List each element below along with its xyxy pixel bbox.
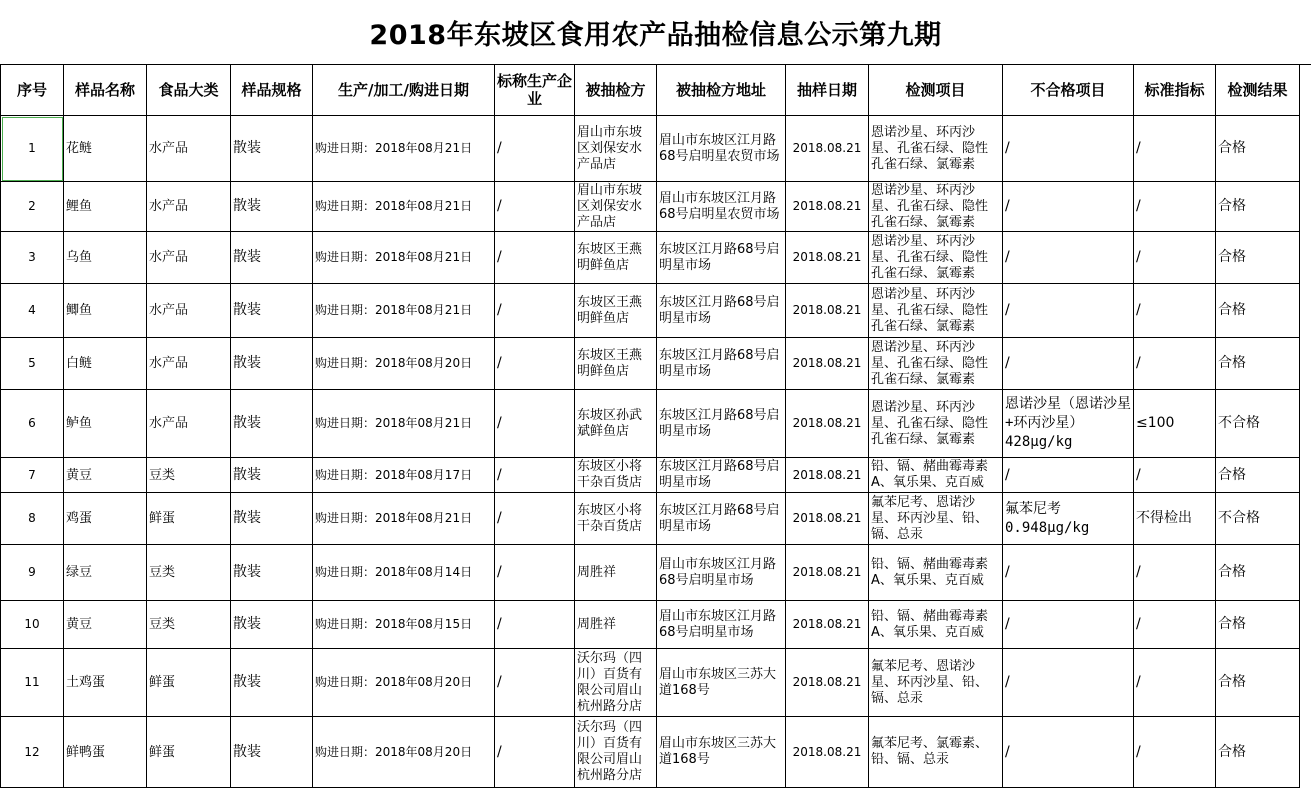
title-cell[interactable] xyxy=(0,0,1311,65)
purchase-date-cell[interactable]: 购进日期：2018年08月15日 xyxy=(313,601,495,649)
row-number-cell[interactable]: 7 xyxy=(1,458,64,493)
row-number-cell[interactable]: 11 xyxy=(1,649,64,717)
address-cell[interactable]: 眉山市东坡区江月路68号启明星农贸市场 xyxy=(657,182,786,232)
header-cell[interactable]: 食品大类 xyxy=(147,65,231,116)
sample-date-cell[interactable]: 2018.08.21 xyxy=(786,545,869,601)
category-cell[interactable]: 豆类 xyxy=(147,545,231,601)
table-row xyxy=(1,338,1300,390)
spec-cell[interactable]: 散装 xyxy=(231,116,313,182)
header-cell[interactable]: 抽样日期 xyxy=(786,65,869,116)
purchase-date-cell[interactable]: 购进日期：2018年08月21日 xyxy=(313,116,495,182)
standard-cell[interactable]: / xyxy=(1134,338,1216,390)
standard-cell[interactable]: / xyxy=(1134,601,1216,649)
inspected-party-cell[interactable]: 眉山市东坡区刘保安水产品店 xyxy=(575,182,657,232)
result-cell[interactable]: 不合格 xyxy=(1216,390,1300,458)
address-cell[interactable]: 眉山市东坡区三苏大道168号 xyxy=(657,717,786,788)
manufacturer-cell[interactable]: / xyxy=(495,649,575,717)
standard-cell[interactable]: / xyxy=(1134,284,1216,338)
inspected-party-cell[interactable]: 东坡区王燕明鲜鱼店 xyxy=(575,338,657,390)
header-cell[interactable]: 样品名称 xyxy=(64,65,147,116)
inspected-party-cell[interactable]: 周胜祥 xyxy=(575,545,657,601)
purchase-date-cell[interactable]: 购进日期：2018年08月20日 xyxy=(313,649,495,717)
sample-date-cell[interactable]: 2018.08.21 xyxy=(786,390,869,458)
failed-item-cell[interactable]: / xyxy=(1003,116,1134,182)
result-cell[interactable]: 合格 xyxy=(1216,182,1300,232)
standard-cell[interactable]: ≤100 xyxy=(1134,390,1216,458)
manufacturer-cell[interactable]: / xyxy=(495,545,575,601)
address-cell[interactable]: 东坡区江月路68号启明星市场 xyxy=(657,458,786,493)
sample-date-cell[interactable]: 2018.08.21 xyxy=(786,649,869,717)
row-number-cell[interactable]: 12 xyxy=(1,717,64,788)
row-number-cell[interactable]: 2 xyxy=(1,182,64,232)
standard-cell[interactable]: / xyxy=(1134,458,1216,493)
manufacturer-cell[interactable]: / xyxy=(495,232,575,284)
sample-name-cell[interactable]: 土鸡蛋 xyxy=(64,649,147,717)
address-cell[interactable]: 眉山市东坡区江月路68号启明星市场 xyxy=(657,545,786,601)
row-number-cell[interactable]: 4 xyxy=(1,284,64,338)
purchase-date-cell[interactable]: 购进日期：2018年08月21日 xyxy=(313,390,495,458)
standard-cell[interactable]: / xyxy=(1134,545,1216,601)
inspected-party-cell[interactable]: 沃尔玛（四川）百货有限公司眉山杭州路分店 xyxy=(575,717,657,788)
standard-cell[interactable]: / xyxy=(1134,649,1216,717)
table-row xyxy=(1,390,1300,458)
table-row xyxy=(1,717,1300,788)
inspected-party-cell[interactable]: 东坡区孙武斌鲜鱼店 xyxy=(575,390,657,458)
sample-name-cell[interactable]: 黄豆 xyxy=(64,601,147,649)
failed-item-cell[interactable]: / xyxy=(1003,232,1134,284)
sample-name-cell[interactable]: 鸡蛋 xyxy=(64,493,147,545)
address-cell[interactable]: 眉山市东坡区江月路68号启明星农贸市场 xyxy=(657,116,786,182)
inspected-party-cell[interactable]: 周胜祥 xyxy=(575,601,657,649)
manufacturer-cell[interactable]: / xyxy=(495,601,575,649)
category-cell[interactable]: 水产品 xyxy=(147,232,231,284)
header-cell[interactable]: 标称生产企业 xyxy=(495,65,575,116)
test-items-cell[interactable]: 恩诺沙星、环丙沙星、孔雀石绿、隐性孔雀石绿、氯霉素 xyxy=(869,232,1003,284)
sample-name-cell[interactable]: 鲤鱼 xyxy=(64,182,147,232)
spec-cell[interactable]: 散装 xyxy=(231,458,313,493)
table-row xyxy=(1,649,1300,717)
spec-cell[interactable]: 散装 xyxy=(231,717,313,788)
purchase-date-cell[interactable]: 购进日期：2018年08月20日 xyxy=(313,338,495,390)
result-cell[interactable]: 合格 xyxy=(1216,649,1300,717)
table-row xyxy=(1,182,1300,232)
spec-cell[interactable]: 散装 xyxy=(231,232,313,284)
row-number-cell[interactable]: 10 xyxy=(1,601,64,649)
category-cell[interactable]: 鲜蛋 xyxy=(147,493,231,545)
failed-item-cell[interactable]: / xyxy=(1003,601,1134,649)
header-cell[interactable]: 不合格项目 xyxy=(1003,65,1134,116)
inspected-party-cell[interactable]: 东坡区王燕明鲜鱼店 xyxy=(575,284,657,338)
spec-cell[interactable]: 散装 xyxy=(231,182,313,232)
inspection-table xyxy=(0,64,1300,788)
category-cell[interactable]: 水产品 xyxy=(147,390,231,458)
sample-date-cell[interactable]: 2018.08.21 xyxy=(786,182,869,232)
spec-cell[interactable]: 散装 xyxy=(231,284,313,338)
row-number-cell[interactable]: 8 xyxy=(1,493,64,545)
failed-item-cell[interactable]: / xyxy=(1003,545,1134,601)
header-cell[interactable]: 检测项目 xyxy=(869,65,1003,116)
category-cell[interactable]: 豆类 xyxy=(147,458,231,493)
test-items-cell[interactable]: 氟苯尼考、恩诺沙星、环丙沙星、铅、镉、总汞 xyxy=(869,649,1003,717)
result-cell[interactable]: 合格 xyxy=(1216,717,1300,788)
category-cell[interactable]: 水产品 xyxy=(147,182,231,232)
result-cell[interactable]: 合格 xyxy=(1216,338,1300,390)
purchase-date-cell[interactable]: 购进日期：2018年08月21日 xyxy=(313,284,495,338)
spec-cell[interactable]: 散装 xyxy=(231,649,313,717)
sample-date-cell[interactable]: 2018.08.21 xyxy=(786,284,869,338)
failed-item-cell[interactable]: / xyxy=(1003,182,1134,232)
sample-date-cell[interactable]: 2018.08.21 xyxy=(786,232,869,284)
test-items-cell[interactable]: 氟苯尼考、恩诺沙星、环丙沙星、铅、镉、总汞 xyxy=(869,493,1003,545)
address-cell[interactable]: 眉山市东坡区江月路68号启明星市场 xyxy=(657,601,786,649)
failed-item-cell[interactable]: / xyxy=(1003,717,1134,788)
row-number-cell[interactable]: 9 xyxy=(1,545,64,601)
sample-date-cell[interactable]: 2018.08.21 xyxy=(786,338,869,390)
sample-name-cell[interactable]: 黄豆 xyxy=(64,458,147,493)
result-cell[interactable]: 合格 xyxy=(1216,601,1300,649)
header-cell[interactable]: 被抽检方地址 xyxy=(657,65,786,116)
test-items-cell[interactable]: 恩诺沙星、环丙沙星、孔雀石绿、隐性孔雀石绿、氯霉素 xyxy=(869,182,1003,232)
header-cell[interactable]: 标准指标 xyxy=(1134,65,1216,116)
test-items-cell[interactable]: 恩诺沙星、环丙沙星、孔雀石绿、隐性孔雀石绿、氯霉素 xyxy=(869,390,1003,458)
sample-name-cell[interactable]: 乌鱼 xyxy=(64,232,147,284)
header-row xyxy=(1,65,1300,116)
purchase-date-cell[interactable]: 购进日期：2018年08月17日 xyxy=(313,458,495,493)
spec-cell[interactable]: 散装 xyxy=(231,545,313,601)
result-cell[interactable]: 不合格 xyxy=(1216,493,1300,545)
result-cell[interactable]: 合格 xyxy=(1216,232,1300,284)
failed-item-cell[interactable]: / xyxy=(1003,284,1134,338)
result-cell[interactable]: 合格 xyxy=(1216,545,1300,601)
manufacturer-cell[interactable]: / xyxy=(495,458,575,493)
table-row xyxy=(1,458,1300,493)
address-cell[interactable]: 东坡区江月路68号启明星市场 xyxy=(657,390,786,458)
category-cell[interactable]: 豆类 xyxy=(147,601,231,649)
test-items-cell[interactable]: 恩诺沙星、环丙沙星、孔雀石绿、隐性孔雀石绿、氯霉素 xyxy=(869,116,1003,182)
sample-date-cell[interactable]: 2018.08.21 xyxy=(786,458,869,493)
manufacturer-cell[interactable]: / xyxy=(495,717,575,788)
purchase-date-cell[interactable]: 购进日期：2018年08月21日 xyxy=(313,182,495,232)
manufacturer-cell[interactable]: / xyxy=(495,493,575,545)
sample-name-cell[interactable]: 鲫鱼 xyxy=(64,284,147,338)
address-cell[interactable]: 东坡区江月路68号启明星市场 xyxy=(657,338,786,390)
table-row xyxy=(1,116,1300,182)
table-row xyxy=(1,493,1300,545)
test-items-cell[interactable]: 铅、镉、赭曲霉毒素A、氧乐果、克百威 xyxy=(869,545,1003,601)
standard-cell[interactable]: / xyxy=(1134,717,1216,788)
result-cell[interactable]: 合格 xyxy=(1216,458,1300,493)
address-cell[interactable]: 眉山市东坡区三苏大道168号 xyxy=(657,649,786,717)
category-cell[interactable]: 水产品 xyxy=(147,338,231,390)
failed-item-cell[interactable]: / xyxy=(1003,458,1134,493)
spec-cell[interactable]: 散装 xyxy=(231,338,313,390)
page-title: 2018年东坡区食用农产品抽检信息公示第九期 xyxy=(369,19,942,51)
failed-item-cell[interactable]: 恩诺沙星（恩诺沙星+环丙沙星）428μg/kg xyxy=(1003,390,1134,458)
test-items-cell[interactable]: 铅、镉、赭曲霉毒素A、氧乐果、克百威 xyxy=(869,458,1003,493)
purchase-date-cell[interactable]: 购进日期：2018年08月20日 xyxy=(313,717,495,788)
address-cell[interactable]: 东坡区江月路68号启明星市场 xyxy=(657,493,786,545)
inspected-party-cell[interactable]: 东坡区王燕明鲜鱼店 xyxy=(575,232,657,284)
result-cell[interactable]: 合格 xyxy=(1216,284,1300,338)
table-row xyxy=(1,601,1300,649)
standard-cell[interactable]: / xyxy=(1134,116,1216,182)
row-number-cell[interactable]: 5 xyxy=(1,338,64,390)
table-row xyxy=(1,545,1300,601)
category-cell[interactable]: 鲜蛋 xyxy=(147,649,231,717)
test-items-cell[interactable]: 恩诺沙星、环丙沙星、孔雀石绿、隐性孔雀石绿、氯霉素 xyxy=(869,284,1003,338)
inspected-party-cell[interactable]: 沃尔玛（四川）百货有限公司眉山杭州路分店 xyxy=(575,649,657,717)
sample-name-cell[interactable]: 花鲢 xyxy=(64,116,147,182)
sample-date-cell[interactable]: 2018.08.21 xyxy=(786,601,869,649)
test-items-cell[interactable]: 铅、镉、赭曲霉毒素A、氧乐果、克百威 xyxy=(869,601,1003,649)
address-cell[interactable]: 东坡区江月路68号启明星市场 xyxy=(657,284,786,338)
header-cell[interactable]: 样品规格 xyxy=(231,65,313,116)
standard-cell[interactable]: / xyxy=(1134,232,1216,284)
purchase-date-cell[interactable]: 购进日期：2018年08月21日 xyxy=(313,493,495,545)
sample-name-cell[interactable]: 白鲢 xyxy=(64,338,147,390)
spec-cell[interactable]: 散装 xyxy=(231,493,313,545)
failed-item-cell[interactable]: 氟苯尼考0.948μg/kg xyxy=(1003,493,1134,545)
sample-name-cell[interactable]: 绿豆 xyxy=(64,545,147,601)
header-cell[interactable]: 检测结果 xyxy=(1216,65,1300,116)
sample-date-cell[interactable]: 2018.08.21 xyxy=(786,717,869,788)
category-cell[interactable]: 鲜蛋 xyxy=(147,717,231,788)
failed-item-cell[interactable]: / xyxy=(1003,338,1134,390)
table-row xyxy=(1,284,1300,338)
row-number-cell[interactable]: 6 xyxy=(1,390,64,458)
header-cell[interactable]: 被抽检方 xyxy=(575,65,657,116)
category-cell[interactable]: 水产品 xyxy=(147,284,231,338)
manufacturer-cell[interactable]: / xyxy=(495,390,575,458)
failed-item-cell[interactable]: / xyxy=(1003,649,1134,717)
sample-date-cell[interactable]: 2018.08.21 xyxy=(786,493,869,545)
standard-cell[interactable]: 不得检出 xyxy=(1134,493,1216,545)
manufacturer-cell[interactable]: / xyxy=(495,182,575,232)
purchase-date-cell[interactable]: 购进日期：2018年08月21日 xyxy=(313,232,495,284)
row-number-cell[interactable]: 1 xyxy=(1,116,64,182)
spec-cell[interactable]: 散装 xyxy=(231,390,313,458)
spec-cell[interactable]: 散装 xyxy=(231,601,313,649)
category-cell[interactable]: 水产品 xyxy=(147,116,231,182)
result-cell[interactable]: 合格 xyxy=(1216,116,1300,182)
sample-name-cell[interactable]: 鲈鱼 xyxy=(64,390,147,458)
sample-date-cell[interactable]: 2018.08.21 xyxy=(786,116,869,182)
manufacturer-cell[interactable]: / xyxy=(495,116,575,182)
header-cell[interactable]: 生产/加工/购进日期 xyxy=(313,65,495,116)
inspected-party-cell[interactable]: 东坡区小将干杂百货店 xyxy=(575,458,657,493)
inspected-party-cell[interactable]: 眉山市东坡区刘保安水产品店 xyxy=(575,116,657,182)
row-number-cell[interactable]: 3 xyxy=(1,232,64,284)
table-row xyxy=(1,232,1300,284)
header-cell[interactable]: 序号 xyxy=(1,65,64,116)
purchase-date-cell[interactable]: 购进日期：2018年08月14日 xyxy=(313,545,495,601)
manufacturer-cell[interactable]: / xyxy=(495,338,575,390)
sample-name-cell[interactable]: 鲜鸭蛋 xyxy=(64,717,147,788)
standard-cell[interactable]: / xyxy=(1134,182,1216,232)
test-items-cell[interactable]: 恩诺沙星、环丙沙星、孔雀石绿、隐性孔雀石绿、氯霉素 xyxy=(869,338,1003,390)
test-items-cell[interactable]: 氟苯尼考、氯霉素、铅、镉、总汞 xyxy=(869,717,1003,788)
manufacturer-cell[interactable]: / xyxy=(495,284,575,338)
inspected-party-cell[interactable]: 东坡区小将干杂百货店 xyxy=(575,493,657,545)
address-cell[interactable]: 东坡区江月路68号启明星市场 xyxy=(657,232,786,284)
